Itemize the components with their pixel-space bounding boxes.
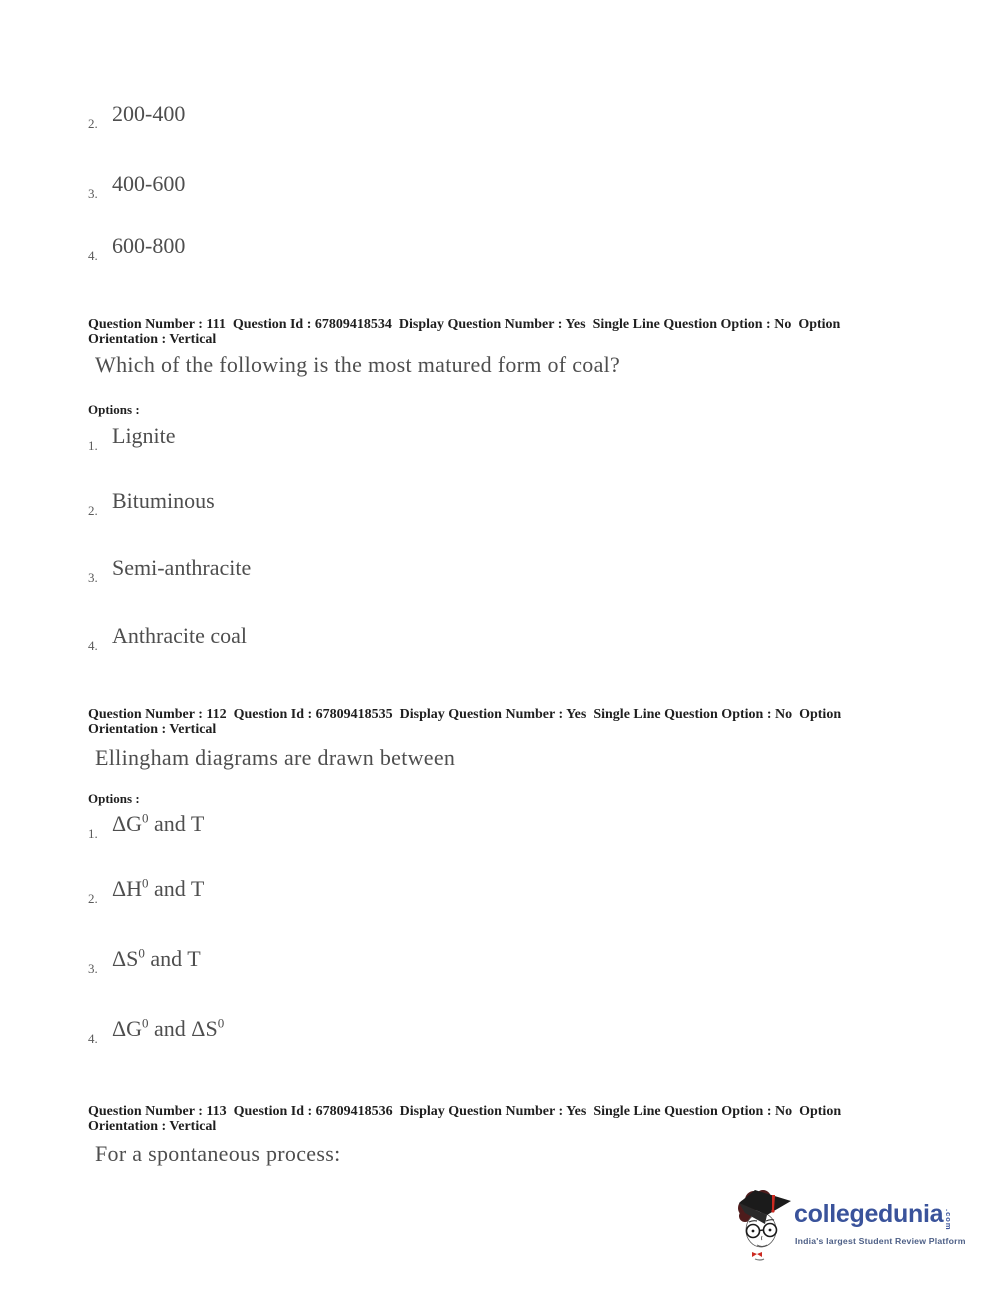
option-row (88, 623, 247, 653)
question-113-text: For a spontaneous process: (95, 1141, 341, 1166)
option-text-segment: ΔS (112, 946, 139, 971)
option-text (112, 876, 204, 902)
option-number: 2. (88, 116, 98, 131)
option-text (112, 811, 204, 837)
collegedunia-logo (737, 1186, 969, 1264)
brand-row (794, 1200, 953, 1231)
superscript: 0 (142, 810, 149, 826)
option-text-segment: and T (144, 946, 201, 971)
option-number: 4. (88, 1031, 98, 1046)
question-113-meta (88, 1104, 928, 1134)
brand-name: collegedunia (794, 1200, 944, 1228)
option-text-segment: ΔH (112, 876, 143, 901)
option-text: Anthracite coal (112, 623, 247, 648)
question-meta-line-1: Question Number : 112 Question Id : 67809418535 Display Question Number : Yes Single Line Question Option : No Option (88, 707, 842, 722)
option-number: 2. (88, 891, 98, 906)
question-meta-line-1: Question Number : 111 Question Id : 67809418534 Display Question Number : Yes Single Line Question Option : No Option (88, 317, 841, 332)
option-text: Bituminous (112, 488, 215, 513)
option-number: 3. (88, 570, 98, 585)
option-text: Semi-anthracite (112, 555, 252, 580)
option-row (88, 233, 186, 263)
superscript: 0 (217, 1015, 225, 1031)
option-text-segment: ΔG (112, 811, 143, 836)
option-text-segment: and ΔS (148, 1016, 218, 1041)
question-meta-line-1: Question Number : 113 Question Id : 67809418536 Display Question Number : Yes Single Line Question Option : No Option (88, 1104, 842, 1119)
superscript: 0 (142, 1015, 149, 1031)
option-row (88, 810, 205, 841)
option-text-segment: and T (148, 811, 205, 836)
option-text: 200-400 (112, 101, 186, 126)
superscript: 0 (142, 875, 149, 891)
brand-suffix: .com (944, 1209, 954, 1231)
options-label: Options : (88, 791, 140, 806)
option-number: 3. (88, 961, 98, 976)
question-meta-line-2: Orientation : Vertical (88, 1119, 217, 1134)
option-row (88, 488, 215, 518)
option-number: 1. (88, 438, 98, 453)
option-number: 4. (88, 638, 98, 653)
option-number: 2. (88, 503, 98, 518)
option-row (88, 1015, 225, 1046)
option-row (88, 945, 201, 976)
option-row (88, 101, 186, 131)
question-meta-line-2: Orientation : Vertical (88, 722, 217, 737)
option-number: 1. (88, 826, 98, 841)
option-text-segment: ΔG (112, 1016, 143, 1041)
question-111-meta (88, 317, 928, 347)
question-112-meta (88, 707, 928, 737)
option-text: Lignite (112, 423, 176, 448)
option-text: 600-800 (112, 233, 186, 258)
question-111-text: Which of the following is the most matured form of coal? (95, 352, 621, 377)
options-label: Options : (88, 402, 140, 417)
brand-tagline: India's largest Student Review Platform (795, 1236, 966, 1246)
option-row (88, 875, 205, 906)
option-row (88, 171, 186, 201)
question-112-text: Ellingham diagrams are drawn between (95, 745, 456, 770)
option-text: 400-600 (112, 171, 186, 196)
option-row (88, 423, 176, 453)
option-number: 3. (88, 186, 98, 201)
option-text (112, 946, 201, 972)
question-meta-line-2: Orientation : Vertical (88, 332, 217, 347)
option-number: 4. (88, 248, 98, 263)
graduate-mascot-icon (737, 1186, 793, 1262)
superscript: 0 (138, 945, 145, 961)
option-row (88, 555, 252, 585)
option-text-segment: and T (148, 876, 205, 901)
option-text (112, 1016, 224, 1042)
